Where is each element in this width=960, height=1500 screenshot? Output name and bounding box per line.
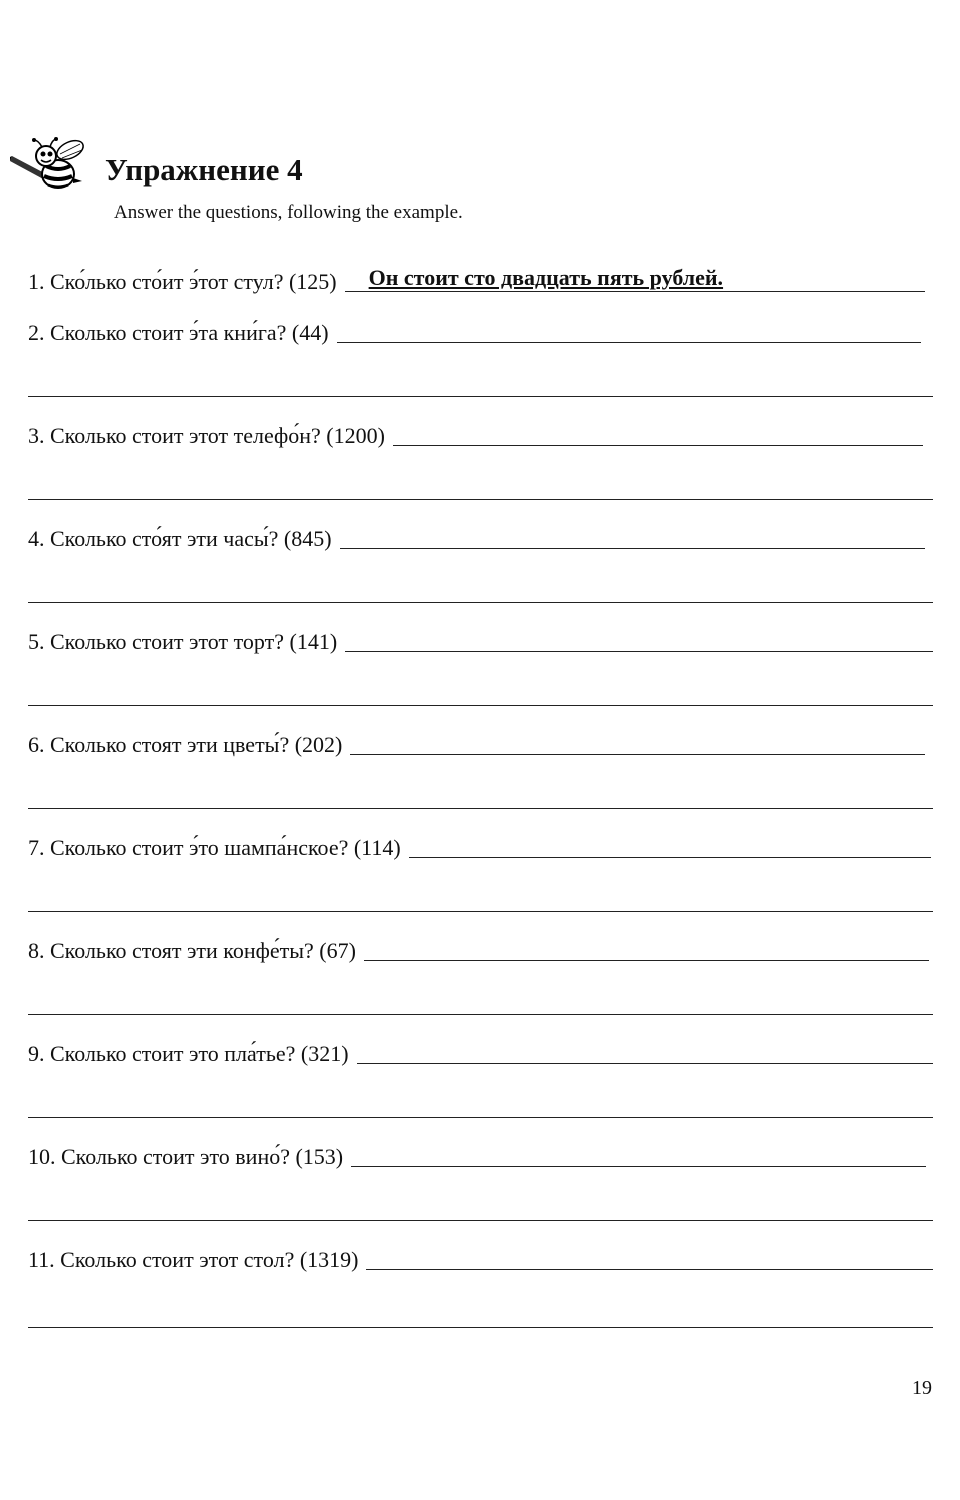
- answer-field[interactable]: [393, 425, 923, 446]
- answer-field[interactable]: [357, 1043, 933, 1064]
- question-row: [28, 729, 925, 759]
- question-text: 2. Сколько стоит э́та кни́га? (44): [28, 320, 329, 345]
- exercise-title: Упражнение 4: [105, 152, 303, 187]
- exercise-instructions: Answer the questions, following the example.: [114, 202, 463, 223]
- question-text: 7. Сколько стоит э́то шампа́нское? (114): [28, 835, 401, 860]
- question-row: [28, 626, 933, 656]
- bee-writing-icon: [10, 136, 90, 194]
- question-row: [28, 317, 921, 347]
- answer-continuation-line[interactable]: [28, 602, 933, 603]
- answer-field[interactable]: [340, 528, 925, 549]
- question-text: 6. Сколько стоят эти цветы́? (202): [28, 732, 343, 757]
- question-row: [28, 420, 923, 450]
- answer-field[interactable]: [345, 265, 925, 292]
- question-row: [28, 1038, 933, 1068]
- answer-continuation-line[interactable]: [28, 1014, 933, 1015]
- answer-field[interactable]: [350, 734, 925, 755]
- question-row: [28, 266, 925, 296]
- question-row: [28, 832, 931, 862]
- answer-continuation-line[interactable]: [28, 1117, 933, 1118]
- answer-continuation-line[interactable]: [28, 808, 933, 809]
- question-text: 5. Сколько стоит этот торт? (141): [28, 629, 338, 654]
- answer-field[interactable]: [409, 837, 931, 858]
- answer-continuation-line[interactable]: [28, 705, 933, 706]
- question-row: [28, 523, 925, 553]
- example-answer: Он стоит сто двадцать пять рублей.: [368, 265, 724, 290]
- question-row: [28, 1141, 926, 1171]
- answer-field[interactable]: [337, 322, 921, 343]
- answer-field[interactable]: [345, 631, 933, 652]
- answer-continuation-line[interactable]: [28, 499, 933, 500]
- answer-continuation-line[interactable]: [28, 396, 933, 397]
- question-text: 3. Сколько стоит этот телефо́н? (1200): [28, 423, 385, 448]
- answer-continuation-line[interactable]: [28, 1327, 933, 1328]
- question-row: [28, 935, 929, 965]
- answer-field[interactable]: [366, 1249, 933, 1270]
- answer-field[interactable]: [364, 940, 929, 961]
- question-text: 4. Сколько сто́ят эти часы́? (845): [28, 526, 332, 551]
- answer-continuation-line[interactable]: [28, 911, 933, 912]
- question-text: 11. Сколько стоит этот стол? (1319): [28, 1247, 359, 1272]
- answer-field[interactable]: [351, 1146, 926, 1167]
- question-text: 1. Ско́лько сто́ит э́тот стул? (125): [28, 269, 337, 294]
- question-text: 10. Сколько стоит это вино́? (153): [28, 1144, 344, 1169]
- question-text: 8. Сколько стоят эти конфе́ты? (67): [28, 938, 356, 963]
- question-row: [28, 1244, 933, 1274]
- answer-continuation-line[interactable]: [28, 1220, 933, 1221]
- question-text: 9. Сколько стоит это пла́тье? (321): [28, 1041, 349, 1066]
- page-number: 19: [912, 1377, 932, 1399]
